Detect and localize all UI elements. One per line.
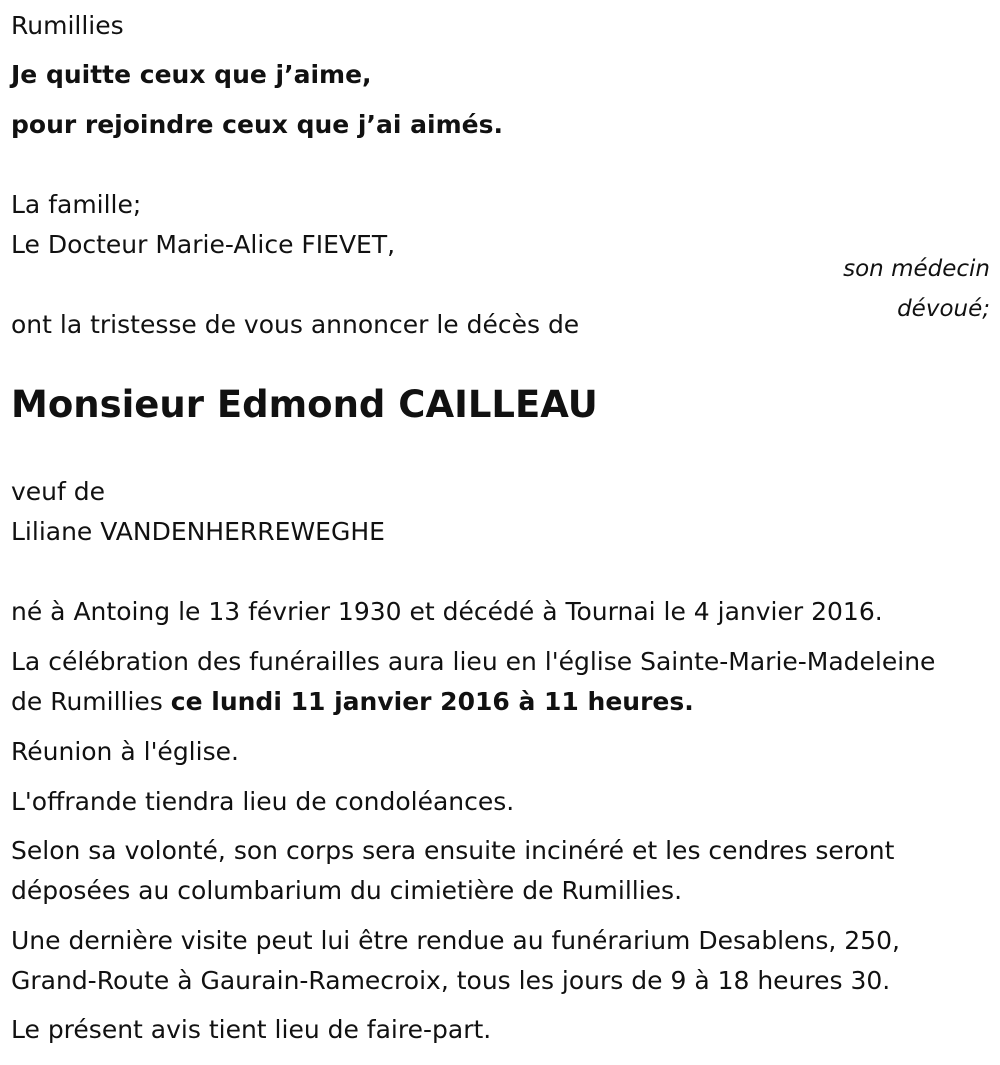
visit-line-1: Une dernière visite peut lui être rendue au funérarium Desablens, 250, [11,926,900,955]
ceremony-line-2 [11,687,694,717]
announcement-text: ont la tristesse de vous annoncer le décès de [11,310,580,339]
ceremony-date: ce lundi 11 janvier 2016 à 11 heures. [170,687,694,716]
widower-label: veuf de [11,477,106,506]
offering-text: L'offrande tiendra lieu de condoléances. [11,787,515,816]
deceased-name: Monsieur Edmond CAILLEAU [11,383,598,426]
quote-line-2: pour rejoindre ceux que j’ai aimés. [11,110,503,139]
cremation-line-2: déposées au columbarium du cimietière de Rumillies. [11,876,683,905]
notice-text: Le présent avis tient lieu de faire-part. [11,1015,492,1044]
quote-line-1: Je quitte ceux que j’aime, [11,60,372,89]
family-label: La famille; [11,190,142,219]
doctor-role-line-2: dévoué; [897,296,990,322]
ceremony-line-1: La célébration des funérailles aura lieu en l'église Sainte-Marie-Madeleine [11,647,936,676]
birth-death-text: né à Antoing le 13 février 1930 et décédé à Tournai le 4 janvier 2016. [11,597,883,626]
ceremony-place: de Rumillies [11,687,171,716]
doctor-name: Le Docteur Marie-Alice FIEVET, [11,230,396,259]
spouse-name: Liliane VANDENHERREWEGHE [11,517,385,546]
cremation-line-1: Selon sa volonté, son corps sera ensuite incinéré et les cendres seront [11,836,895,865]
meeting-text: Réunion à l'église. [11,737,239,766]
town-name: Rumillies [11,11,124,40]
doctor-role-line-1: son médecin [843,256,990,282]
visit-line-2: Grand-Route à Gaurain-Ramecroix, tous les jours de 9 à 18 heures 30. [11,966,891,995]
